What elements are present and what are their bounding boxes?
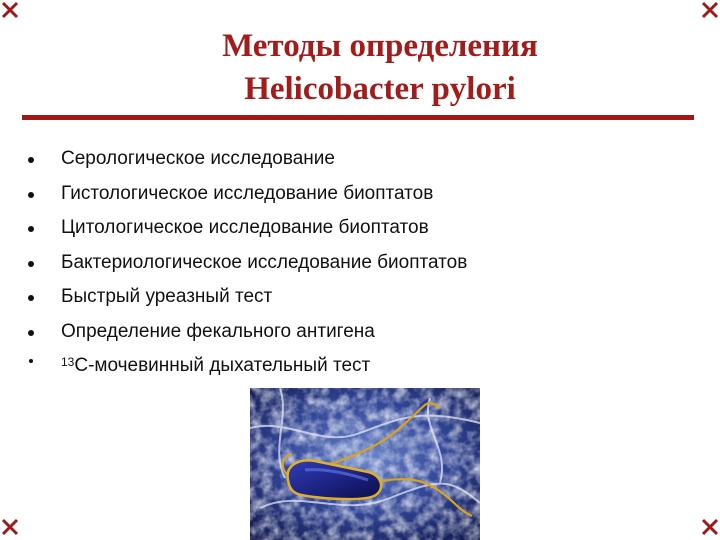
bullet-icon	[29, 359, 33, 363]
bullet-icon	[28, 295, 34, 301]
isotope-superscript: 13	[61, 355, 75, 369]
list-item-label: Серологическое исследование	[61, 148, 335, 169]
x-mark-icon	[3, 520, 17, 534]
title-line-1: Методы определения	[222, 28, 538, 64]
bullet-icon	[28, 261, 34, 267]
list-item-label	[61, 350, 370, 382]
x-mark-icon	[703, 3, 717, 17]
list-item-label: Гистологическое исследование биоптатов	[61, 182, 434, 204]
slide-title	[0, 25, 720, 111]
electron-micrograph-helicobacter-icon	[250, 388, 480, 540]
x-mark-icon	[3, 3, 17, 17]
x-mark-icon	[703, 520, 717, 534]
title-divider	[22, 115, 694, 120]
list-item-label: Определение фекального антигена	[61, 320, 375, 342]
list-item-label-text: С-мочевинный дыхательный тест	[74, 355, 371, 376]
list-item-label: Бактериологическое исследование биоптатов	[61, 251, 468, 273]
bullet-icon	[28, 226, 34, 232]
bullet-icon	[28, 157, 34, 163]
list-item-label: Быстрый уреазный тест	[61, 286, 273, 307]
bullet-icon	[28, 192, 34, 198]
title-line-2: Helicobacter pylori	[244, 71, 516, 107]
bullet-icon	[28, 330, 34, 336]
list-item-label: Цитологическое исследование биоптатов	[61, 217, 429, 238]
